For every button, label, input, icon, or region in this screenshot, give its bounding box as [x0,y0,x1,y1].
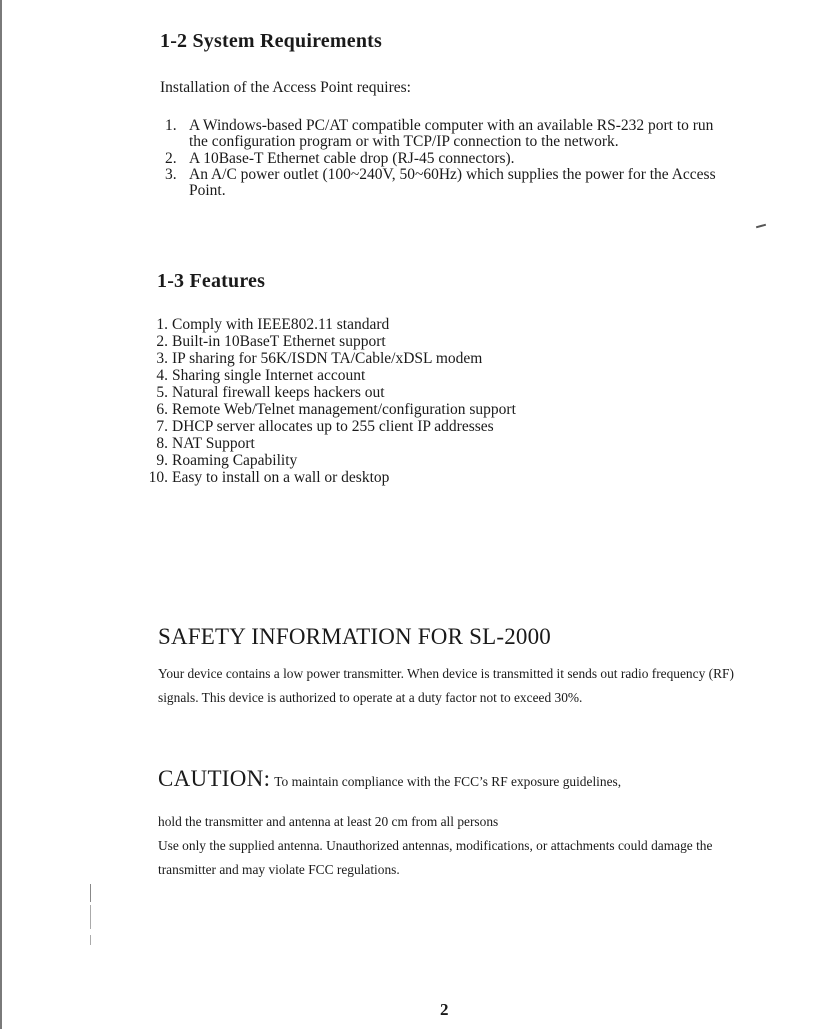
list-item [148,435,708,452]
list-item [148,418,708,435]
list-item-text: Remote Web/Telnet management/configuration support [172,401,516,418]
list-item-number: 3. [165,165,177,183]
safety-information-paragraph: Your device contains a low power transmitter. When device is transmitted it sends out radio frequency (RF) signals. This device is authorized to operate at a duty factor not to exceed 30%. [158,666,734,705]
list-item [148,333,708,350]
list-item-text: Easy to install on a wall or desktop [172,469,390,486]
list-item-text: A Windows-based PC/AT compatible computer with an available RS-232 port to run the configuration program or with TCP/IP connection to the network. [189,117,714,151]
list-item-number: 4. [156,367,168,384]
scan-mark [90,905,91,929]
list-item [148,316,708,333]
list-item-number: 10. [148,469,168,486]
list-item [148,367,708,384]
list-item [148,384,708,401]
system-requirements-intro: Installation of the Access Point requires: [160,79,411,96]
list-item [148,452,708,469]
system-requirements-list [165,117,729,200]
list-item-number: 6. [156,401,168,418]
list-item-text: Comply with IEEE802.11 standard [172,316,390,333]
page-edge [0,0,2,1029]
scan-mark [90,884,91,902]
list-item [165,165,729,200]
list-item-number: 3. [156,350,168,367]
list-item-text: DHCP server allocates up to 255 client IP addresses [172,418,494,435]
caution-body [158,810,748,882]
page-number: 2 [440,1000,449,1019]
caution-distance-text: hold the transmitter and antenna at least 20 cm from all persons [158,814,499,829]
features-list [148,316,708,486]
list-item [148,401,708,418]
caution-label: CAUTION: [158,766,271,791]
section-heading-features: 1-3 Features [157,270,266,292]
safety-information-heading: SAFETY INFORMATION FOR SL-2000 [158,624,551,649]
scan-mark [90,935,91,945]
list-item-number: 1. [165,117,177,134]
list-item-number: 5. [156,384,168,401]
list-item-text: A 10Base-T Ethernet cable drop (RJ-45 connectors). [189,149,515,167]
caution-line [158,766,758,792]
list-item [148,350,708,367]
list-item-number: 1. [156,316,168,333]
list-item-text: Roaming Capability [172,452,298,469]
list-item-text: Built-in 10BaseT Ethernet support [172,333,386,350]
list-item [165,149,729,167]
list-item-text: Natural firewall keeps hackers out [172,384,385,401]
caution-lead-text: To maintain compliance with the FCC’s RF exposure guidelines, [274,774,622,789]
list-item-text: An A/C power outlet (100~240V, 50~60Hz) which supplies the power for the Access Point. [189,165,716,200]
caution-antenna-text: Use only the supplied antenna. Unauthorized antennas, modifications, or attachments could damage the transmitter and may violate FCC regulations. [158,838,713,877]
list-item-text: Sharing single Internet account [172,367,366,384]
list-item-number: 2. [156,333,168,350]
list-item-text: NAT Support [172,435,255,452]
section-heading-system-requirements: 1-2 System Requirements [160,30,382,52]
list-item-number: 9. [156,452,168,469]
list-item [165,117,729,151]
list-item-number: 2. [165,149,177,167]
list-item-number: 7. [156,418,168,435]
list-item-number: 8. [156,435,168,452]
list-item-text: IP sharing for 56K/ISDN TA/Cable/xDSL modem [172,350,483,367]
list-item [148,469,708,486]
scan-mark [756,224,766,229]
